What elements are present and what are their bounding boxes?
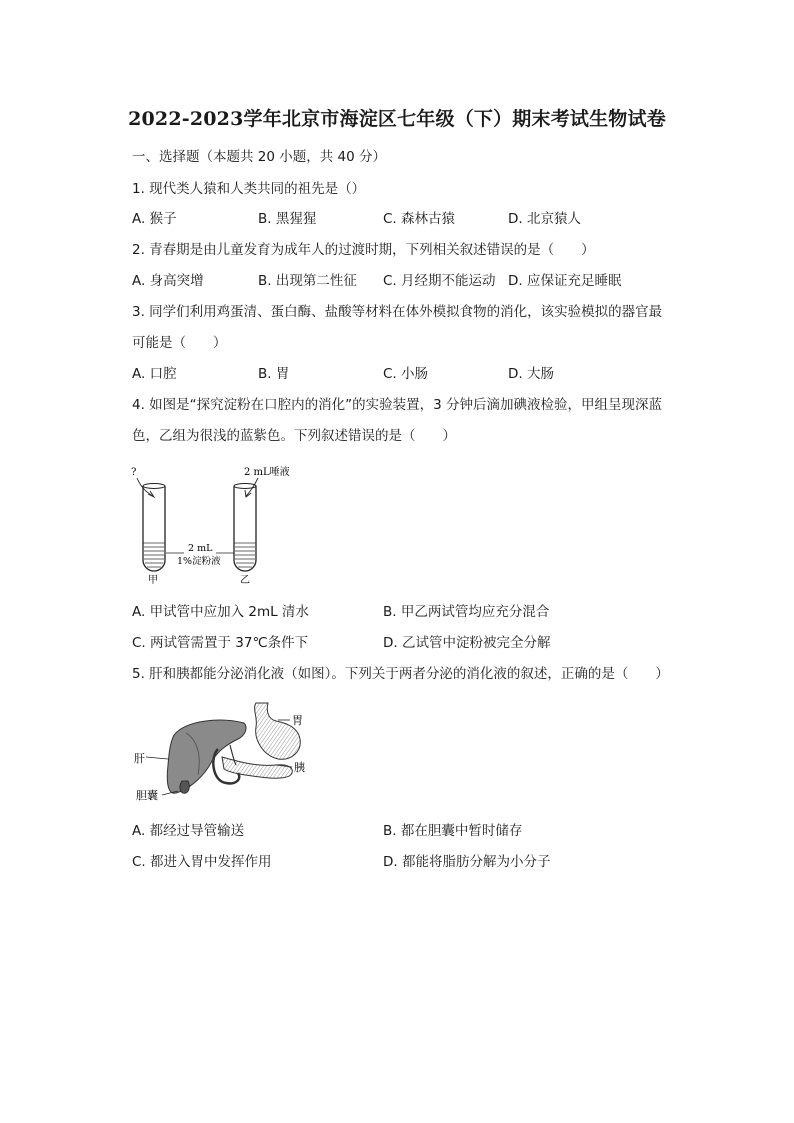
label-pancreas: 胰 xyxy=(294,761,305,774)
q3-option-c[interactable]: C. 小肠 xyxy=(383,366,429,382)
label-liver: 肝 xyxy=(134,752,145,765)
q1-option-a[interactable]: A. 猴子 xyxy=(132,211,177,227)
q3-option-d[interactable]: D. 大肠 xyxy=(508,366,554,382)
q2-option-b[interactable]: B. 出现第二性征 xyxy=(258,273,357,289)
page-title: 2022-2023学年北京市海淀区七年级（下）期末考试生物试卷 xyxy=(128,108,666,130)
pancreas-shape xyxy=(222,757,292,778)
label-volume: 2 mL xyxy=(188,543,213,554)
liver-pancreas-figure xyxy=(126,695,326,807)
q1-option-d[interactable]: D. 北京猿人 xyxy=(508,211,581,227)
q2-option-d[interactable]: D. 应保证充足睡眠 xyxy=(508,273,622,289)
test-tube-figure xyxy=(126,462,306,587)
q2-option-c[interactable]: C. 月经期不能运动 xyxy=(383,273,496,289)
question-3-stem-cont: 可能是（ ） xyxy=(132,335,227,351)
q4-option-b[interactable]: B. 甲乙两试管均应充分混合 xyxy=(383,604,550,620)
test-tube-yi xyxy=(234,484,256,572)
label-jia: 甲 xyxy=(148,575,158,586)
label-question-mark: ? xyxy=(131,467,137,478)
q3-option-b[interactable]: B. 胃 xyxy=(258,366,290,382)
section-heading: 一、选择题（本题共 20 小题，共 40 分） xyxy=(132,149,387,165)
label-saliva: 2 mL唾液 xyxy=(244,467,290,478)
q2-option-a[interactable]: A. 身高突增 xyxy=(132,273,204,289)
label-starch: 1%淀粉液 xyxy=(177,556,221,567)
gallbladder-shape xyxy=(180,781,189,793)
q4-option-c[interactable]: C. 两试管需置于 37℃条件下 xyxy=(132,635,309,651)
q3-option-a[interactable]: A. 口腔 xyxy=(132,366,177,382)
label-stomach: 胃 xyxy=(292,714,303,727)
question-2-stem: 2. 青春期是由儿童发育为成年人的过渡时期，下列相关叙述错误的是（ ） xyxy=(132,242,595,258)
question-5-stem: 5. 肝和胰都能分泌消化液（如图）。下列关于两者分泌的消化液的叙述，正确的是（ ） xyxy=(132,666,669,682)
question-3-stem: 3. 同学们利用鸡蛋清、蛋白酶、盐酸等材料在体外模拟食物的消化，该实验模拟的器官最 xyxy=(132,304,663,320)
label-yi: 乙 xyxy=(240,575,250,586)
q5-option-a[interactable]: A. 都经过导管输送 xyxy=(132,823,245,839)
q5-option-c[interactable]: C. 都进入胃中发挥作用 xyxy=(132,854,272,870)
q5-option-b[interactable]: B. 都在胆囊中暂时储存 xyxy=(383,823,523,839)
q1-option-c[interactable]: C. 森林古猿 xyxy=(383,211,456,227)
q4-option-a[interactable]: A. 甲试管中应加入 2mL 清水 xyxy=(132,604,309,620)
q5-option-d[interactable]: D. 都能将脂肪分解为小分子 xyxy=(383,854,551,870)
question-4-stem-cont: 色，乙组为很浅的蓝紫色。下列叙述错误的是（ ） xyxy=(132,428,456,444)
question-1-stem: 1. 现代类人猿和人类共同的祖先是（） xyxy=(132,181,366,197)
label-gallbladder: 胆囊 xyxy=(136,789,158,802)
stomach-shape xyxy=(255,703,301,759)
q4-option-d[interactable]: D. 乙试管中淀粉被完全分解 xyxy=(383,635,551,651)
question-4-stem: 4. 如图是“探究淀粉在口腔内的消化”的实验装置，3 分钟后滴加碘液检验，甲组呈现深蓝 xyxy=(132,397,663,413)
q1-option-b[interactable]: B. 黑猩猩 xyxy=(258,211,317,227)
